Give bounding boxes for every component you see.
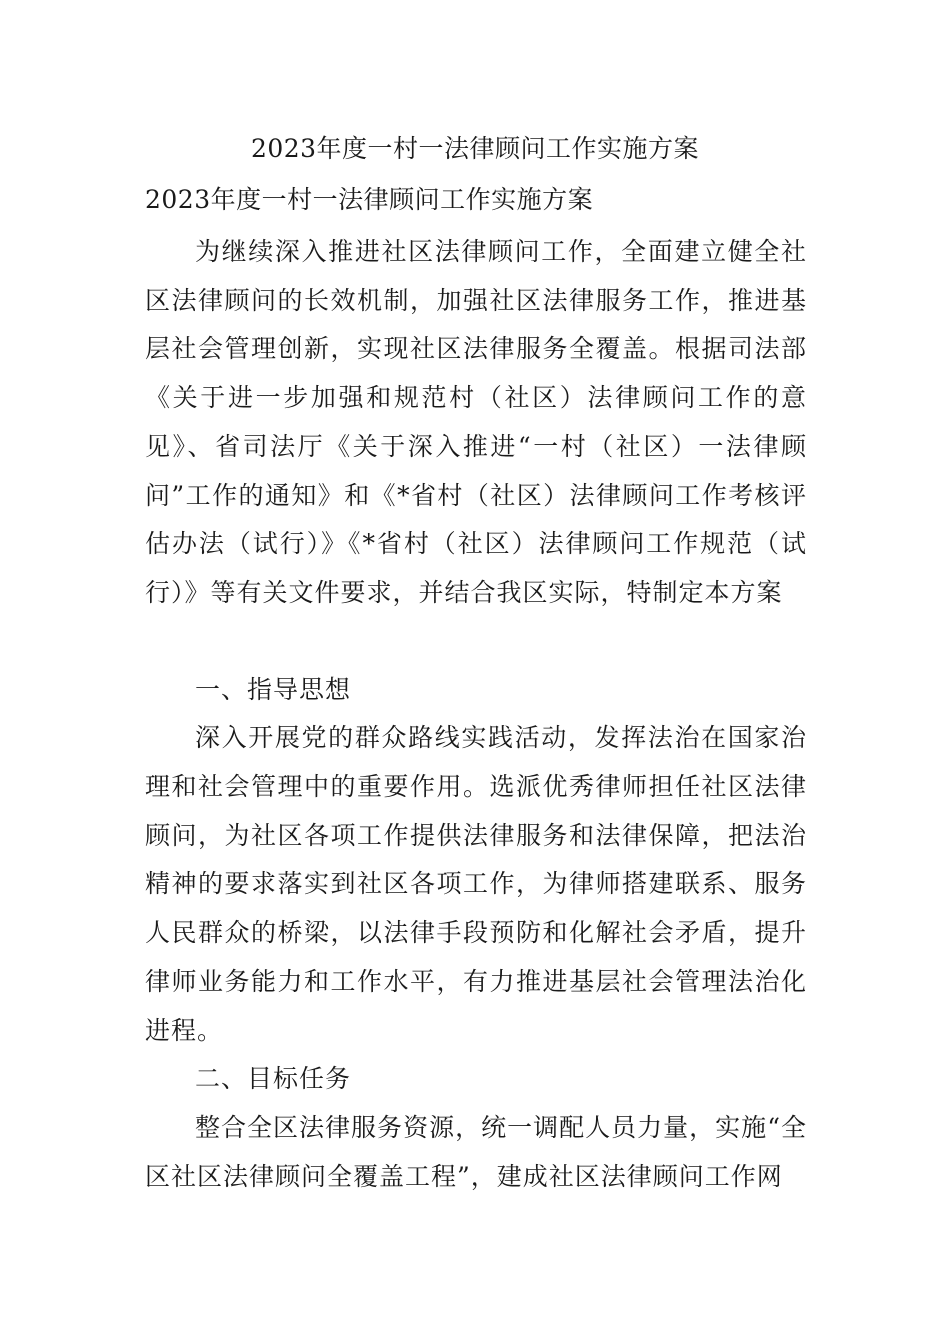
- section-2-paragraph: 整合全区法律服务资源，统一调配人员力量，实施“全区社区法律顾问全覆盖工程”，建成社区法律顾问工作网: [145, 1112, 807, 1191]
- section-1-heading: 一、指导思想: [195, 674, 352, 704]
- section-1-paragraph: 深入开展党的群众路线实践活动，发挥法治在国家治理和社会管理中的重要作用。选派优秀律师担任社区法律顾问，为社区各项工作提供法律服务和法律保障，把法治精神的要求落实到社区各项工作，为律师搭建联系、服务人民群众的桥梁，以法律手段预防和化解社会矛盾，提升律师业务能力和工作水平，有力推进基层社会管理法治化进程。: [145, 723, 807, 1045]
- document-subtitle: 2023年度一村一法律顾问工作实施方案: [145, 185, 594, 214]
- section-2-heading: 二、目标任务: [195, 1064, 352, 1094]
- intro-paragraph: 为继续深入推进社区法律顾问工作，全面建立健全社区法律顾问的长效机制，加强社区法律服务工作，推进基层社会管理创新，实现社区法律服务全覆盖。根据司法部《关于进一步加强和规范村（社区）法律顾问工作的意见》、省司法厅《关于深入推进“一村（社区）一法律顾问”工作的通知》和《*省村（社区）法律顾问工作考核评估办法（试行）》《*省村（社区）法律顾问工作规范（试行）》等有关文件要求，并结合我区实际，特制定本方案: [145, 237, 807, 607]
- document-body: [145, 228, 807, 1201]
- document-title: 2023年度一村一法律顾问工作实施方案: [250, 134, 700, 163]
